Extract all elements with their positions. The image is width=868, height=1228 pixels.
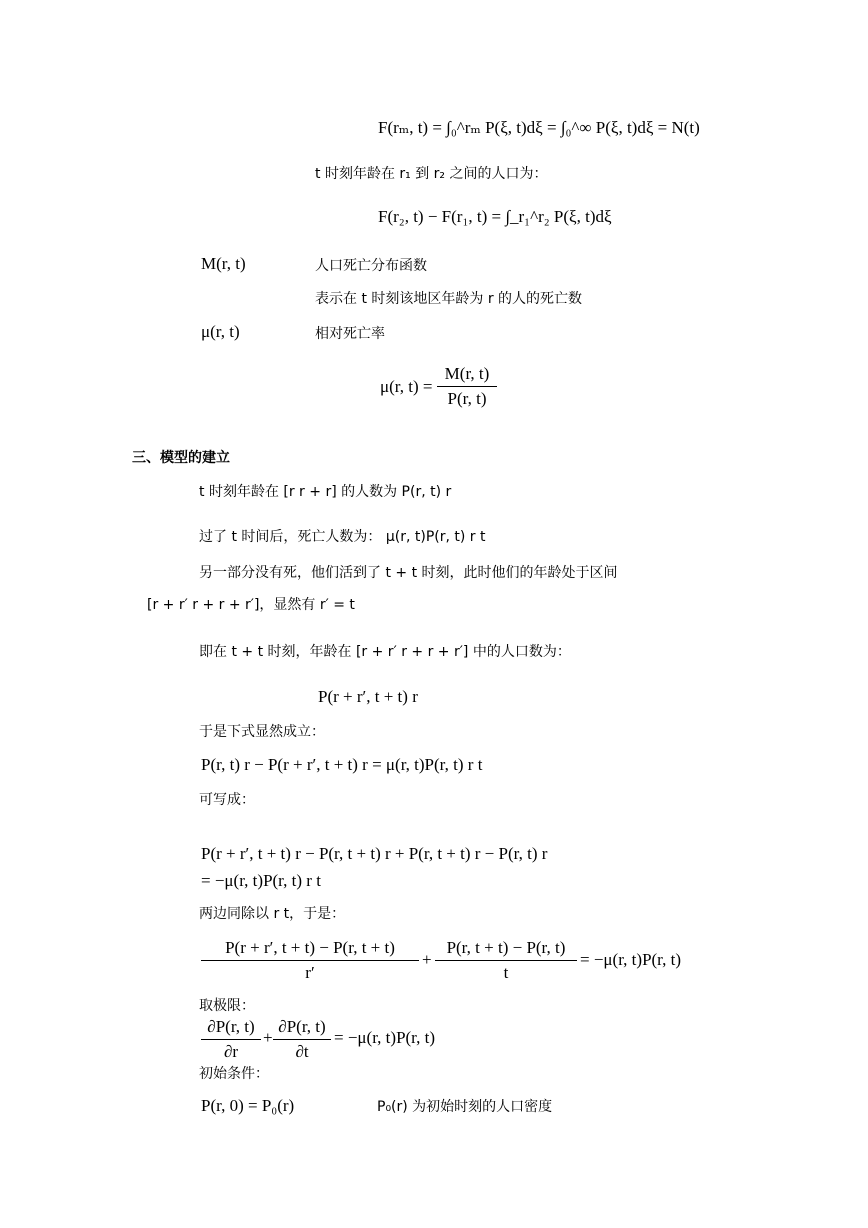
pde-plus-sign: + — [263, 1028, 273, 1047]
text-population-between-ages: t 时刻年龄在 r₁ 到 r₂ 之间的人口为： — [315, 166, 548, 182]
equation-expanded-2: = −μ(r, t)P(r, t) r t — [201, 871, 321, 890]
text-line-4: [r + r′ r + r + r′]，显然有 r′ = t — [147, 597, 355, 613]
difference-fraction-t-denominator: t — [503, 963, 509, 982]
desc-M-1: 人口死亡分布函数 — [315, 258, 427, 274]
pde-fraction-r — [201, 1017, 261, 1062]
symbol-M: M(r, t) — [201, 254, 246, 273]
symbol-mu: μ(r, t) — [201, 322, 240, 341]
pde-fraction-t-denominator: ∂t — [295, 1042, 309, 1061]
difference-fraction-t — [435, 938, 577, 983]
equation-population-difference: F(r₂, t) − F(r₁, t) = ∫_r₁^r₂ P(ξ, t)dξ — [378, 207, 612, 226]
difference-equation-rhs: = −μ(r, t)P(r, t) — [580, 950, 682, 969]
difference-fraction-r — [201, 938, 419, 983]
text-line-10: 初始条件： — [199, 1066, 269, 1082]
text-line-9: 取极限： — [199, 998, 255, 1014]
text-line-5: 即在 t + t 时刻，年龄在 [r + r′ r + r + r′] 中的人口数为： — [199, 644, 571, 660]
pde-rhs: = −μ(r, t)P(r, t) — [334, 1028, 436, 1047]
text-line-1: t 时刻年龄在 [r r + r] 的人数为 P(r, t) r — [199, 484, 452, 500]
pde-fraction-t-numerator: ∂P(r, t) — [273, 1017, 331, 1040]
text-line-7: 可写成： — [199, 792, 255, 808]
pde-fraction-t — [273, 1017, 331, 1062]
initial-condition-description: P₀(r) 为初始时刻的人口密度 — [377, 1099, 553, 1115]
eq-mu-denominator: P(r, t) — [447, 389, 487, 408]
initial-condition-equation: P(r, 0) = P₀(r) — [201, 1096, 295, 1115]
difference-fraction-r-denominator: r′ — [305, 963, 315, 982]
eq-mu-lhs: μ(r, t) = — [380, 377, 433, 396]
eq-mu-numerator: M(r, t) — [437, 364, 497, 387]
eq-mu-fraction — [437, 364, 497, 409]
desc-M-2: 表示在 t 时刻该地区年龄为 r 的人的死亡数 — [315, 291, 583, 307]
equation-balance: P(r, t) r − P(r + r′, t + t) r = μ(r, t)P(r, t) r t — [201, 755, 483, 774]
text-line-6: 于是下式显然成立： — [199, 724, 325, 740]
difference-fraction-r-numerator: P(r + r′, t + t) − P(r, t + t) — [201, 938, 419, 961]
text-line-2: 过了 t 时间后，死亡人数为： μ(r, t)P(r, t) r t — [199, 529, 486, 545]
difference-fraction-t-numerator: P(r, t + t) − P(r, t) — [435, 938, 577, 961]
pde-fraction-r-numerator: ∂P(r, t) — [201, 1017, 261, 1040]
equation-expanded-1: P(r + r′, t + t) r − P(r, t + t) r + P(r, t + t) r − P(r, t) r — [201, 844, 548, 863]
pde-fraction-r-denominator: ∂r — [223, 1042, 239, 1061]
section-heading: 三、模型的建立 — [132, 450, 230, 466]
desc-mu: 相对死亡率 — [315, 326, 385, 342]
equation-total-population: F(rₘ, t) = ∫₀^rₘ P(ξ, t)dξ = ∫₀^∞ P(ξ, t)dξ = N(t) — [378, 118, 700, 137]
equation-shifted-population: P(r + r′, t + t) r — [318, 687, 418, 706]
plus-sign: + — [422, 950, 432, 969]
text-line-8: 两边同除以 r t，于是： — [199, 906, 346, 922]
text-line-3: 另一部分没有死，他们活到了 t + t 时刻，此时他们的年龄处于区间 — [199, 565, 618, 581]
